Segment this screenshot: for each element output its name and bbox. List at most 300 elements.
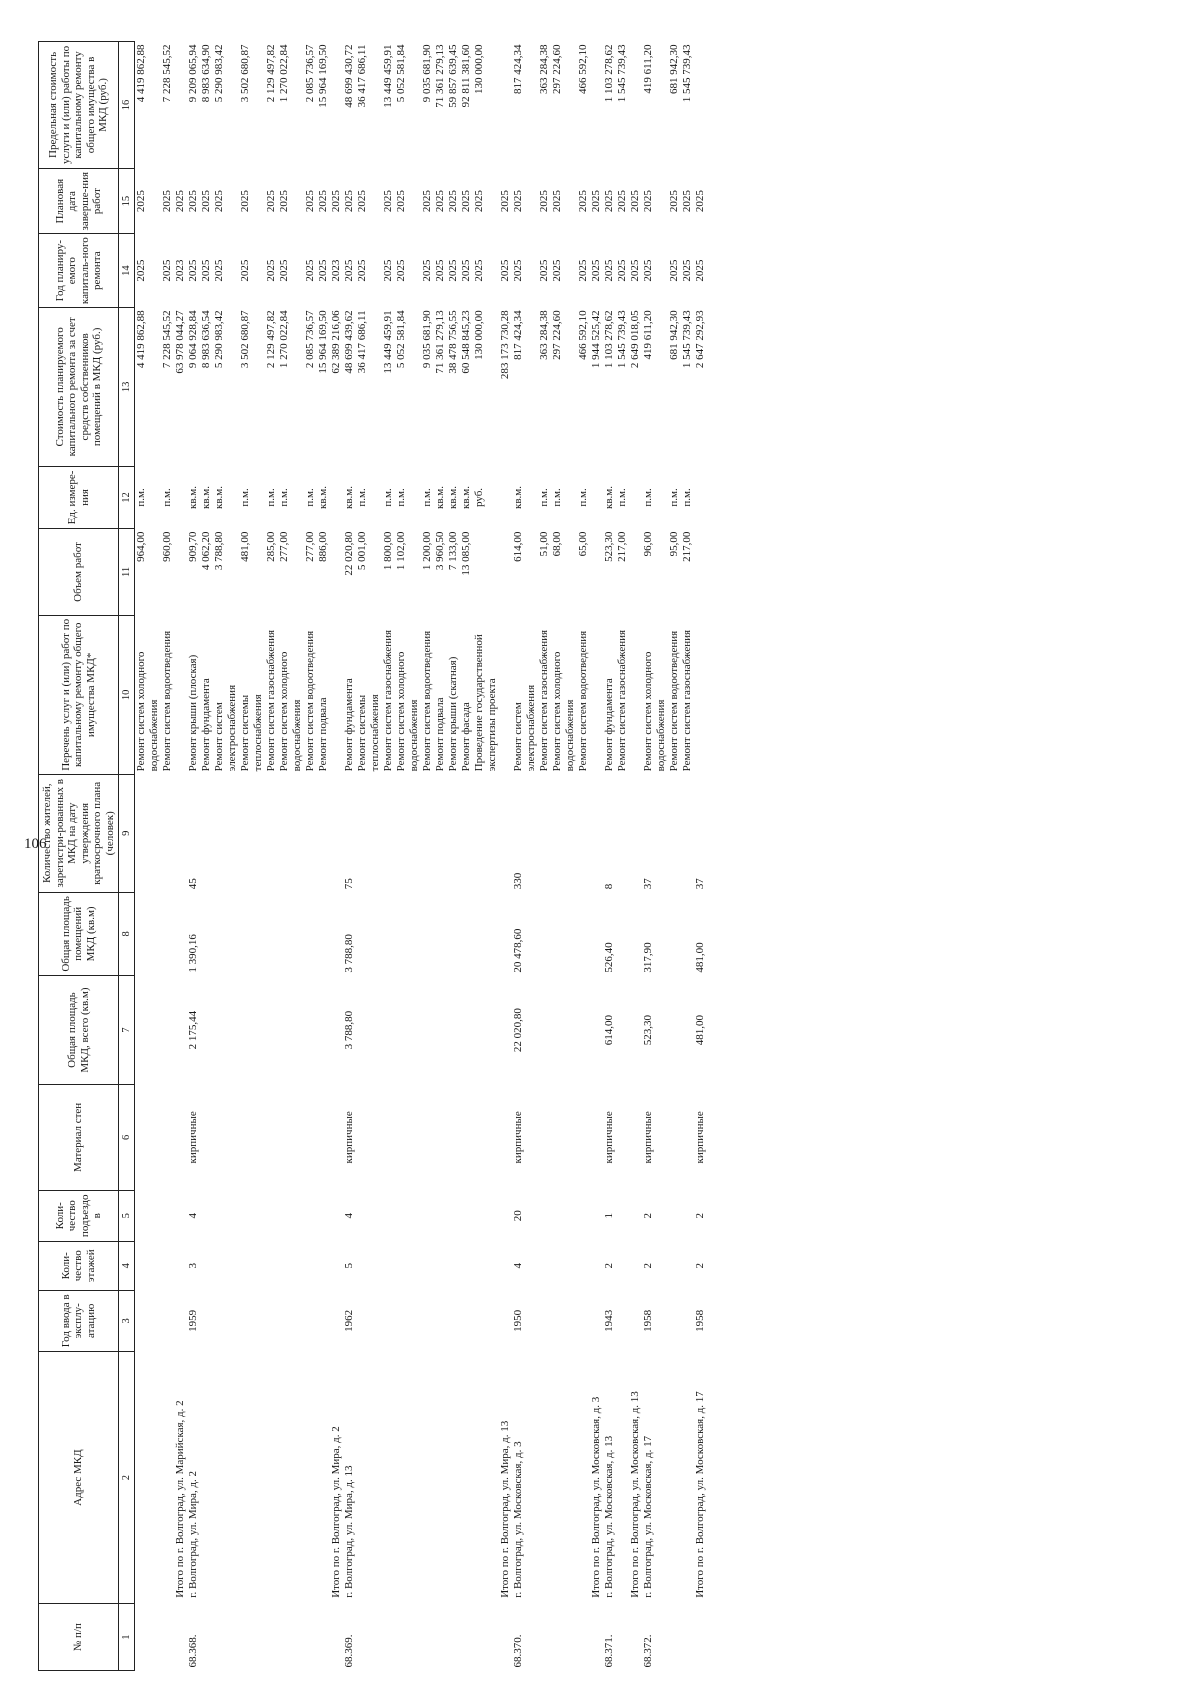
cell-material [616, 1085, 629, 1191]
cell-volume: 68,00 [551, 531, 563, 557]
cell-floors [135, 1241, 162, 1290]
cell-volume: 95,00 [668, 531, 680, 557]
cell-year: 2025 [551, 259, 563, 282]
column-header: Общая площадь помещений МКД (кв.м) [39, 892, 119, 975]
cell-address [317, 1351, 330, 1603]
column-number: 12 [119, 466, 135, 528]
cell-area_rooms [577, 892, 590, 975]
cell-built [434, 1290, 447, 1351]
cell-end: 2025 [590, 190, 602, 213]
cell-built [265, 1290, 278, 1351]
cell-material [447, 1085, 460, 1191]
cell-residents [668, 774, 681, 892]
cell-built [200, 1290, 213, 1351]
cell-num [681, 1604, 694, 1671]
cell-volume: 96,00 [642, 531, 654, 557]
cell-num [135, 1604, 162, 1671]
cell-num: 68.370. [512, 1634, 524, 1668]
cell-cost: 1 545 739,43 [616, 310, 628, 369]
cell-year: 2025 [239, 259, 251, 282]
cell-year: 2025 [681, 259, 693, 282]
cell-address [577, 1351, 590, 1603]
cell-material [551, 1085, 577, 1191]
cell-num [629, 1604, 642, 1671]
cell-cost: 1 545 739,43 [681, 310, 693, 369]
cell-address [551, 1351, 577, 1603]
cell-floors [174, 1241, 187, 1290]
column-header: Предельная стоимость услуги и (или) работы по капитальному ремонту общего имущества в МКД (руб.) [39, 42, 119, 169]
cell-year: 2025 [577, 259, 589, 282]
cell-cost: 2 649 018,05 [629, 310, 641, 369]
cell-residents [317, 774, 330, 892]
cell-cost: 2 129 497,82 [265, 310, 277, 369]
cell-floors [213, 1241, 239, 1290]
cell-work: Ремонт системы теплоснабжения [356, 694, 381, 772]
cell-num [382, 1604, 395, 1671]
cell-num [460, 1604, 473, 1671]
total-row [330, 42, 343, 1671]
cell-num [200, 1604, 213, 1671]
cell-limit: 9 209 065,94 [187, 44, 199, 103]
cell-area_rooms [551, 892, 577, 975]
cell-residents: 37 [642, 878, 654, 890]
cell-work: Ремонт систем холодного водоснабжения [135, 651, 160, 772]
cell-entrances [538, 1190, 551, 1241]
column-number: 5 [119, 1190, 135, 1241]
table-row [343, 42, 356, 1671]
cell-volume [629, 529, 642, 616]
cell-address [434, 1351, 447, 1603]
cell-area_rooms [681, 892, 694, 975]
cell-volume: 3 788,80 [213, 531, 225, 571]
cell-residents [447, 774, 460, 892]
column-number: 13 [119, 307, 135, 466]
cell-year: 2025 [616, 259, 628, 282]
cell-end: 2025 [694, 190, 706, 213]
cell-material [434, 1085, 447, 1191]
cell-work [330, 615, 343, 774]
cell-end: 2025 [499, 190, 511, 213]
cell-entrances [616, 1190, 629, 1241]
cell-end: 2025 [343, 190, 355, 213]
cell-work: Ремонт систем газоснабжения [681, 629, 693, 772]
cell-end: 2025 [200, 190, 212, 213]
cell-area_total [174, 976, 187, 1085]
cell-address [278, 1351, 304, 1603]
cell-volume: 1 800,00 [382, 531, 394, 571]
cell-material: кирпичные [694, 1111, 706, 1164]
cell-residents: 37 [694, 878, 706, 890]
cell-cost: 38 478 756,55 [447, 310, 459, 374]
cell-year: 2025 [356, 259, 368, 282]
cell-cost: 4 419 862,88 [135, 310, 147, 369]
column-number: 1 [119, 1604, 135, 1671]
cell-built [278, 1290, 304, 1351]
cell-volume: 22 020,80 [343, 531, 355, 576]
cell-floors [538, 1241, 551, 1290]
column-header: Количество жителей, зарегистри-рованных в МКД на дату утверждения краткосрочного плана (человек) [39, 774, 119, 892]
repair-plan-table [38, 41, 707, 1671]
cell-end: 2025 [616, 190, 628, 213]
cell-unit: кв.м. [317, 485, 329, 509]
header-row [39, 42, 119, 1671]
cell-floors [460, 1241, 473, 1290]
cell-year: 2025 [187, 259, 199, 282]
table-row [356, 42, 382, 1671]
cell-cost: 130 000,00 [473, 310, 485, 360]
cell-built [239, 1290, 265, 1351]
cell-unit: кв.м. [512, 485, 524, 509]
cell-num: 68.368. [187, 1634, 199, 1668]
cell-area_rooms [434, 892, 447, 975]
cell-area_rooms [330, 892, 343, 975]
table-row [642, 42, 668, 1671]
column-header: Материал стен [39, 1085, 119, 1191]
cell-residents [629, 774, 642, 892]
cell-work: Ремонт систем холодного водоснабжения [642, 651, 667, 772]
cell-built [499, 1290, 512, 1351]
cell-entrances [460, 1190, 473, 1241]
cell-volume [499, 529, 512, 616]
cell-floors: 5 [343, 1263, 355, 1269]
cell-area_rooms: 3 788,80 [343, 934, 355, 973]
cell-floors [668, 1241, 681, 1290]
cell-address: г. Волгоград, ул. Московская, д. 3 [512, 1441, 524, 1598]
cell-num [499, 1604, 512, 1671]
cell-end: 2025 [161, 190, 173, 213]
cell-floors: 4 [512, 1263, 524, 1269]
cell-cost: 15 964 169,50 [317, 310, 329, 374]
table-row [265, 42, 278, 1671]
cell-work [499, 615, 512, 774]
cell-entrances [434, 1190, 447, 1241]
cell-end: 2025 [395, 190, 407, 213]
cell-unit: п.м. [356, 488, 368, 507]
cell-address [356, 1351, 382, 1603]
cell-built [590, 1290, 603, 1351]
cell-year: 2025 [304, 259, 316, 282]
cell-unit [499, 466, 512, 528]
cell-num [668, 1604, 681, 1671]
cell-material [681, 1085, 694, 1191]
table-body [135, 42, 708, 1671]
cell-volume: 886,00 [317, 531, 329, 562]
cell-end: 2025 [434, 190, 446, 213]
cell-area_rooms [460, 892, 473, 975]
cell-cost: 7 228 545,52 [161, 310, 173, 369]
cell-address [161, 1351, 174, 1603]
table-row [317, 42, 330, 1671]
cell-material [395, 1085, 421, 1191]
cell-built [304, 1290, 317, 1351]
column-header: Плановая дата заверше-ния работ [39, 168, 119, 234]
cell-limit: 297 224,60 [551, 44, 563, 94]
cell-area_rooms [161, 892, 174, 975]
cell-limit: 817 424,34 [512, 44, 524, 94]
cell-end: 2025 [603, 190, 615, 213]
cell-num [330, 1604, 343, 1671]
cell-area_rooms [382, 892, 395, 975]
cell-material [213, 1085, 239, 1191]
cell-built: 1950 [512, 1309, 524, 1332]
table-row [512, 42, 538, 1671]
cell-area_rooms [356, 892, 382, 975]
cell-residents [460, 774, 473, 892]
cell-limit: 2 129 497,82 [265, 44, 277, 103]
cell-residents [616, 774, 629, 892]
cell-limit: 36 417 686,11 [356, 44, 368, 108]
cell-work: Ремонт систем газоснабжения [538, 629, 550, 772]
cell-cost: 681 942,30 [668, 310, 680, 360]
cell-area_total [616, 976, 629, 1085]
cell-address [265, 1351, 278, 1603]
cell-material [382, 1085, 395, 1191]
cell-year: 2025 [603, 259, 615, 282]
cell-cost: 13 449 459,91 [382, 310, 394, 374]
cell-area_total [395, 976, 421, 1085]
cell-built [447, 1290, 460, 1351]
cell-floors [577, 1241, 590, 1290]
cell-end: 2025 [239, 190, 251, 213]
cell-unit: п.м. [239, 488, 251, 507]
cell-material: кирпичные [603, 1111, 615, 1164]
cell-address [447, 1351, 460, 1603]
cell-area_total [590, 976, 603, 1085]
column-number: 4 [119, 1241, 135, 1290]
cell-cost: 2 647 292,93 [694, 310, 706, 369]
cell-cost: 5 052 581,84 [395, 310, 407, 369]
cell-area_total [447, 976, 460, 1085]
cell-floors [239, 1241, 265, 1290]
cell-address [473, 1351, 499, 1603]
cell-area_total [434, 976, 447, 1085]
cell-limit [590, 42, 603, 169]
cell-residents: 8 [603, 883, 615, 890]
cell-limit: 363 284,38 [538, 44, 550, 94]
cell-work: Ремонт фасада [460, 702, 472, 772]
cell-entrances [382, 1190, 395, 1241]
cell-built [382, 1290, 395, 1351]
cell-year: 2025 [317, 259, 329, 282]
cell-work: Ремонт систем водоотведения [577, 630, 589, 772]
cell-volume [473, 529, 499, 616]
cell-num [447, 1604, 460, 1671]
cell-volume: 1 102,00 [395, 531, 407, 571]
cell-limit [499, 42, 512, 169]
cell-year: 2025 [499, 259, 511, 282]
cell-volume: 7 133,00 [447, 531, 459, 571]
cell-area_total [668, 976, 681, 1085]
cell-num [538, 1604, 551, 1671]
cell-num [174, 1604, 187, 1671]
cell-year: 2025 [447, 259, 459, 282]
cell-volume: 964,00 [135, 531, 147, 562]
cell-num [161, 1604, 174, 1671]
cell-volume: 614,00 [512, 531, 524, 562]
cell-year: 2025 [278, 259, 290, 282]
cell-work: Ремонт систем электроснабжения [512, 684, 537, 772]
cell-volume [330, 529, 343, 616]
cell-end: 2025 [642, 190, 654, 213]
cell-area_rooms: 317,90 [642, 942, 654, 973]
cell-work: Ремонт системы теплоснабжения [239, 694, 264, 772]
cell-unit: п.м. [265, 488, 277, 507]
cell-year: 2025 [265, 259, 277, 282]
cell-area_total [356, 976, 382, 1085]
cell-area_rooms: 526,40 [603, 942, 615, 973]
cell-residents [161, 774, 174, 892]
table-row [616, 42, 629, 1671]
cell-floors: 2 [642, 1263, 654, 1269]
cell-end: 2025 [460, 190, 472, 213]
cell-built [421, 1290, 434, 1351]
cell-year: 2025 [694, 259, 706, 282]
column-header: Год ввода в эксплу-атацию [39, 1290, 119, 1351]
cell-material [330, 1085, 343, 1191]
cell-num [395, 1604, 421, 1671]
cell-volume: 217,00 [681, 531, 693, 562]
cell-cost: 419 611,20 [642, 310, 654, 360]
cell-material [265, 1085, 278, 1191]
cell-unit: п.м. [577, 488, 589, 507]
cell-floors [161, 1241, 174, 1290]
cell-work [629, 615, 642, 774]
cell-address: Итого по г. Волгоград, ул. Марийская, д. 2 [174, 1400, 186, 1598]
cell-limit: 92 811 381,60 [460, 44, 472, 108]
cell-residents [473, 774, 499, 892]
cell-cost: 1 270 022,84 [278, 310, 290, 369]
cell-unit: п.м. [668, 488, 680, 507]
cell-unit: кв.м. [213, 485, 225, 509]
cell-end: 2025 [681, 190, 693, 213]
cell-floors [395, 1241, 421, 1290]
cell-residents [135, 774, 162, 892]
cell-address [304, 1351, 317, 1603]
cell-num [694, 1604, 707, 1671]
column-header: Год планиру-емого капиталь-ного ремонта [39, 234, 119, 307]
cell-limit: 1 103 278,62 [603, 44, 615, 103]
cell-work: Ремонт фундамента [603, 678, 615, 772]
cell-area_total [577, 976, 590, 1085]
cell-residents [681, 774, 694, 892]
cell-address: Итого по г. Волгоград, ул. Московская, д. 17 [694, 1391, 706, 1598]
cell-year: 2023 [174, 259, 186, 282]
cell-num [317, 1604, 330, 1671]
cell-residents: 330 [512, 872, 524, 890]
cell-residents [538, 774, 551, 892]
column-header: Адрес МКД [39, 1351, 119, 1603]
cell-area_total [278, 976, 304, 1085]
cell-address [382, 1351, 395, 1603]
cell-area_total [200, 976, 213, 1085]
cell-entrances [161, 1190, 174, 1241]
cell-num [590, 1604, 603, 1671]
cell-year: 2025 [213, 259, 225, 282]
cell-area_rooms [590, 892, 603, 975]
cell-num: 68.369. [343, 1634, 355, 1668]
cell-entrances: 4 [343, 1213, 355, 1219]
cell-entrances: 4 [187, 1213, 199, 1219]
cell-area_total [135, 976, 162, 1085]
cell-work: Ремонт систем электроснабжения [213, 684, 238, 772]
cell-limit: 71 361 279,13 [434, 44, 446, 108]
cell-address [460, 1351, 473, 1603]
cell-area_total [213, 976, 239, 1085]
table-row [603, 42, 616, 1671]
cell-work: Ремонт систем холодного водоснабжения [551, 651, 576, 772]
cell-built [538, 1290, 551, 1351]
cell-address: г. Волгоград, ул. Мира, д. 2 [187, 1470, 199, 1598]
cell-limit: 7 228 545,52 [161, 44, 173, 103]
cell-work: Ремонт систем газоснабжения [382, 629, 394, 772]
cell-entrances [304, 1190, 317, 1241]
cell-cost: 297 224,60 [551, 310, 563, 360]
cell-unit: кв.м. [603, 485, 615, 509]
cell-floors [356, 1241, 382, 1290]
cell-address: Итого по г. Волгоград, ул. Мира, д. 13 [499, 1420, 511, 1598]
cell-area_rooms [473, 892, 499, 975]
cell-work: Ремонт систем холодного водоснабжения [278, 651, 303, 772]
cell-end: 2025 [265, 190, 277, 213]
cell-end: 2025 [317, 190, 329, 213]
table-row [447, 42, 460, 1671]
cell-floors [616, 1241, 629, 1290]
cell-cost: 60 548 845,23 [460, 310, 472, 374]
cell-area_total [330, 976, 343, 1085]
cell-limit: 2 085 736,57 [304, 44, 316, 103]
cell-cost: 466 592,10 [577, 310, 589, 360]
cell-end: 2025 [447, 190, 459, 213]
cell-year: 2025 [200, 259, 212, 282]
cell-area_total [681, 976, 694, 1085]
table-row [278, 42, 304, 1671]
cell-end: 2025 [135, 190, 147, 213]
table-row [382, 42, 395, 1671]
cell-floors [473, 1241, 499, 1290]
cell-material [200, 1085, 213, 1191]
cell-material [538, 1085, 551, 1191]
cell-year: 2025 [161, 259, 173, 282]
column-header: № п/п [39, 1604, 119, 1671]
cell-volume: 217,00 [616, 531, 628, 562]
table-row [200, 42, 213, 1671]
cell-year: 2025 [343, 259, 355, 282]
cell-work: Ремонт систем газоснабжения [616, 629, 628, 772]
cell-work: Ремонт крыши (скатная) [447, 656, 459, 772]
table-row [135, 42, 162, 1671]
cell-entrances [629, 1190, 642, 1241]
cell-area_rooms [239, 892, 265, 975]
cell-area_rooms [629, 892, 642, 975]
cell-material [356, 1085, 382, 1191]
cell-cost: 9 035 681,90 [421, 310, 433, 369]
cell-floors [629, 1241, 642, 1290]
cell-residents [239, 774, 265, 892]
cell-built [135, 1290, 162, 1351]
cell-limit [174, 42, 187, 169]
cell-work: Ремонт фундамента [343, 678, 355, 772]
cell-unit: п.м. [616, 488, 628, 507]
cell-unit [590, 466, 603, 528]
cell-floors [681, 1241, 694, 1290]
cell-residents [434, 774, 447, 892]
cell-area_total [161, 976, 174, 1085]
cell-limit: 5 290 983,42 [213, 44, 225, 103]
cell-entrances [421, 1190, 434, 1241]
cell-cost: 1 103 278,62 [603, 310, 615, 369]
table-row [161, 42, 174, 1671]
cell-built [629, 1290, 642, 1351]
